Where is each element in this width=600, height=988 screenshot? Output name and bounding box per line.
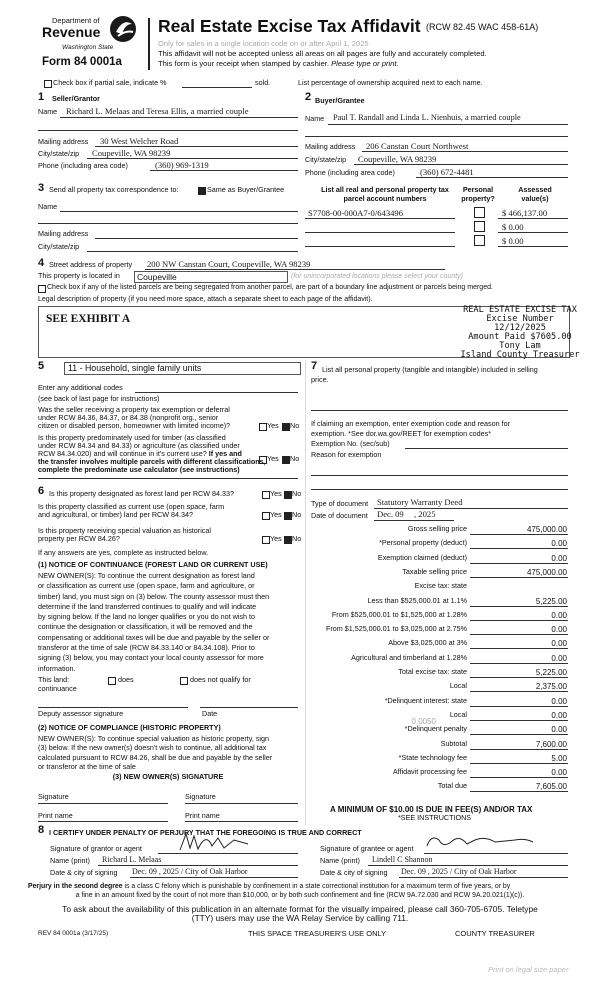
notice-compliance-body	[38, 734, 272, 772]
historic-q-line1: Is this property receiving special valuation as historical	[38, 526, 211, 535]
local-rate-value[interactable]: 0.0050	[411, 717, 436, 726]
parcel-col-header: List all real and personal property tax	[321, 185, 449, 194]
same-as-buyer-label: Same as Buyer/Grantee	[207, 185, 285, 194]
n1-line-6: compensating or additional taxes will be due and payable by the seller or	[38, 632, 270, 642]
parcel-number-1[interactable]: S7708-00-000A7-0/643496	[308, 208, 404, 218]
buyer-mail-label: Mailing address	[305, 142, 356, 151]
section-3-number: 3	[38, 182, 45, 194]
calc-value-17[interactable]: 0.00	[551, 768, 567, 778]
does-qualify-label: does	[118, 675, 134, 684]
exemption-reason-label: Reason for exemption	[311, 450, 382, 459]
segregated-checkbox[interactable]	[38, 285, 46, 293]
section5-divider	[38, 478, 298, 479]
exemption-no-label: Exemption No. (sec/sub)	[311, 439, 390, 448]
current-use-yes-checkbox[interactable]	[262, 512, 270, 520]
same-as-buyer-checkbox[interactable]	[198, 187, 206, 195]
if-any-yes-note: If any answers are yes, complete as instructed below.	[38, 548, 209, 557]
calc-value-0[interactable]: 475,000.00	[526, 525, 567, 534]
exemption-reason-line2[interactable]	[311, 489, 568, 490]
owner-printname-label-1: Print name	[38, 811, 73, 820]
forest-yes-label: Yes	[270, 489, 282, 498]
deputy-signature-line[interactable]	[38, 707, 188, 708]
grantor-name-value[interactable]: Richard L. Melaas	[102, 855, 162, 864]
grantor-signature	[178, 832, 258, 854]
n2-line-0: NEW OWNER(S): To continue special valuation as historic property, sign	[38, 734, 270, 743]
partial-sale-checkbox[interactable]	[44, 80, 52, 88]
n1-line-1: or classification as current use (open space, farm and agriculture, or	[38, 581, 255, 591]
located-in-select[interactable]: Coupeville	[134, 271, 288, 283]
calc-label-13: Local	[449, 709, 467, 719]
legal-paper-note: Print on legal size paper	[488, 965, 569, 974]
perjury-line2: a fine in an amount fixed by the court of not more than $10,000, or by both such confinement and fine (RCW 9A.72.030 and RCW 9A.20.021(1)(c)).	[75, 892, 525, 899]
personal-property-checkbox-3[interactable]	[474, 235, 485, 246]
seller-name-value[interactable]: Richard L. Melaas and Teresa Ellis, a married couple	[66, 106, 249, 116]
form-number: Form 84 0001a	[42, 56, 122, 68]
parcel-col-header2: parcel account numbers	[343, 194, 427, 203]
grantor-date-label: Date & city of signing	[50, 868, 118, 877]
located-in-label: This property is located in	[38, 271, 120, 280]
section-6-number: 6	[38, 485, 45, 497]
section-4-number: 4	[38, 257, 45, 269]
calc-value-7[interactable]: 0.00	[551, 625, 567, 635]
county-treasurer-label: COUNTY TREASURER	[455, 929, 535, 938]
assessed-value-2[interactable]: $ 0.00	[502, 222, 524, 232]
calc-label-11: Local	[449, 681, 467, 691]
doc-type-label: Type of document	[311, 499, 369, 508]
calc-value-3[interactable]: 475,000.00	[526, 567, 567, 577]
n1-line-0: NEW OWNER(S): To continue the current designation as forest land	[38, 571, 255, 580]
forest-land-q: Is this property designated as forest land per RCW 84.33?	[49, 489, 234, 498]
additional-codes-line[interactable]	[135, 392, 298, 393]
grantee-name-line	[368, 865, 568, 866]
partial-sale-label: Check box if partial sale, indicate %	[53, 78, 167, 87]
s3-mail-label: Mailing address	[38, 229, 89, 238]
timber-yes-label: Yes	[267, 454, 279, 463]
calc-value-5[interactable]: 5,225.00	[535, 596, 567, 606]
timber-q-line1: Is this property predominately used for timber (as classified	[38, 433, 226, 442]
buyer-name-label: Name	[305, 114, 325, 123]
personal-property-label2: price.	[311, 375, 329, 384]
seller-mail-value[interactable]: 30 West Welcher Road	[100, 136, 179, 146]
calc-label-3: Taxable selling price	[402, 566, 467, 576]
exemption-claim-line2: exemption. *See dor.wa.gov/REET for exemption codes*	[311, 429, 492, 438]
grantee-date-line	[399, 877, 568, 878]
n2-line-1: (3) below. If the new owner(s) doesn't wish to continue, all additional tax	[38, 743, 267, 753]
perjury-line1	[28, 883, 510, 891]
timber-yes-checkbox[interactable]	[259, 456, 267, 464]
calc-value-14[interactable]: 0.00	[551, 725, 567, 735]
land-use-code-select[interactable]: 11 - Household, single family units	[64, 362, 301, 375]
calc-value-10[interactable]: 5,225.00	[535, 668, 567, 677]
seller-name-line	[60, 117, 298, 118]
subtitle-receipt	[158, 59, 399, 68]
n2-line-3: or transferor at the time of sale	[38, 762, 136, 772]
n1-line-8: signing (3) below, you may contact your local county assessor for more	[38, 653, 264, 663]
subtitle-accepted: This affidavit will not be accepted unless all areas on all pages are fully and accurately completed.	[158, 49, 487, 58]
buyer-city-label: City/state/zip	[305, 155, 347, 164]
new-owner-signature-heading: (3) NEW OWNER(S) SIGNATURE	[112, 772, 224, 781]
header-divider	[148, 18, 150, 70]
does-not-qualify-label: does not qualify for	[190, 675, 251, 684]
grantor-name-line	[98, 865, 298, 866]
s3-city-line[interactable]	[87, 251, 298, 252]
owner-printname-line-2[interactable]	[185, 821, 298, 822]
grantee-name-label: Name (print)	[320, 856, 360, 865]
calc-value-13[interactable]: 0.00	[551, 710, 567, 720]
notice-compliance-heading: (2) NOTICE OF COMPLIANCE (HISTORIC PROPERTY)	[38, 723, 221, 732]
personal-property-checkbox-1[interactable]	[474, 207, 485, 218]
current-use-no-checkbox[interactable]	[284, 512, 292, 520]
parcel-line-3[interactable]	[305, 246, 455, 247]
current-use-no-label: No	[292, 510, 302, 519]
forest-no-label: No	[292, 489, 302, 498]
grantee-date-value[interactable]: Dec. 09 , 2025 / City of Oak Harbor	[401, 867, 517, 876]
historic-yes-label: Yes	[270, 534, 282, 543]
n1-line-5: continue the designation or classification, it will be removed and the	[38, 622, 253, 632]
buyer-name-value[interactable]: Paul T. Randall and Linda L. Nienhuis, a married couple	[333, 113, 521, 122]
calc-label-6: From $525,000.01 to $1,525,000 at 1.28%	[331, 609, 467, 619]
buyer-phone-value[interactable]: (360) 672-4481	[420, 167, 474, 177]
seller-phone-label: Phone (including area code)	[38, 161, 128, 170]
exemption-yes-label: Yes	[267, 421, 279, 430]
assessed-col-header2: value(s)	[521, 194, 549, 203]
owner-signature-line-1[interactable]	[38, 803, 168, 804]
calc-value-11[interactable]: 2,375.00	[535, 682, 567, 692]
segregated-label: Check box if any of the listed parcels are being segregated from another parcel, are part of a boundary line adjustment or parcels being merged.	[47, 284, 493, 291]
s3-name-line2[interactable]	[38, 223, 298, 224]
seller-city-value[interactable]: Coupeville, WA 98239	[92, 148, 171, 158]
calc-value-16[interactable]: 5.00	[551, 753, 567, 763]
calc-label-0: Gross selling price	[407, 524, 467, 533]
section-8-number: 8	[38, 824, 45, 836]
grantee-date-label: Date & city of signing	[320, 868, 388, 877]
calc-label-17: Affidavit processing fee	[392, 767, 467, 777]
current-use-q-line2: and agricultural, or timber) land per RCW 84.34?	[38, 510, 194, 519]
seller-name-label: Name	[38, 107, 58, 116]
subtitle-type-or-print: Please type or print.	[331, 59, 399, 68]
s3-name-line[interactable]	[60, 211, 298, 212]
calc-value-15[interactable]: 7,600.00	[535, 739, 567, 749]
grantor-signature-label: Signature of grantor or agent	[50, 844, 142, 853]
partial-sold-label: sold.	[255, 78, 271, 87]
does-qualify-checkbox[interactable]	[108, 677, 116, 685]
n1-line-7: transferor at the time of sale (RCW 84.33.140 or 84.34.108). Prior to	[38, 643, 255, 653]
n1-line-4: by signing below. If the land no longer qualifies or you do not wish to	[38, 612, 255, 622]
calc-label-15: Subtotal	[440, 738, 467, 748]
calc-label-9: Agricultural and timberland at 1.28%	[351, 652, 467, 662]
calc-label-10: Total excise tax: state	[398, 667, 467, 676]
seller-phone-value[interactable]: (360) 969-1319	[155, 160, 209, 170]
timber-q-ifyes: If yes and	[208, 449, 242, 458]
dor-logo-icon	[108, 14, 138, 44]
stamp-date: 12/12/2025	[494, 323, 546, 333]
located-in-hint: (for unincorporated locations please select your county)	[291, 273, 463, 280]
rev-number: REV 84 0001a (3/17/25)	[38, 930, 109, 937]
rcw-reference: (RCW 82.45 WAC 458-61A)	[426, 22, 539, 32]
historic-no-label: No	[292, 534, 302, 543]
partial-percent-line[interactable]	[182, 87, 252, 88]
dept-line3: Washington State	[62, 44, 114, 51]
grantee-signature	[425, 832, 535, 854]
buyer-mail-value[interactable]: 206 Canstan Court Northwest	[366, 141, 469, 151]
calc-label-14: *Delinquent penalty	[404, 724, 467, 734]
owner-printname-line-1[interactable]	[38, 821, 168, 822]
n2-line-2: calculated pursuant to RCW 84.26, shall be due and payable by the seller	[38, 752, 273, 762]
buyer-name-line	[328, 124, 568, 125]
legal-description-value: SEE EXHIBIT A	[46, 313, 131, 325]
certify-statement: I CERTIFY UNDER PENALTY OF PERJURY THAT THE FOREGOING IS TRUE AND CORRECT	[49, 828, 362, 837]
calc-label-4: Excise tax: state	[414, 581, 467, 591]
notice-continuance-heading: (1) NOTICE OF CONTINUANCE (FOREST LAND OR CURRENT USE)	[38, 560, 268, 569]
doc-type-value[interactable]: Statutory Warranty Deed	[377, 497, 463, 507]
section-2-number: 2	[305, 91, 312, 103]
stamp-name: Tony Lam	[499, 341, 541, 351]
n1-line-3: determine if the land transferred continues to qualify and will indicate	[38, 601, 257, 611]
calc-label-18: Total due	[437, 781, 467, 791]
seller-heading: Seller/Grantor	[52, 94, 100, 103]
timber-q-line2: under RCW 84.34 and 84.33) or agriculture (as classified under	[38, 441, 240, 450]
owner-printname-label-2: Print name	[185, 811, 220, 820]
calc-label-7: From $1,525,000.01 to $3,025,000 at 2.75%	[325, 624, 467, 634]
current-use-q-line1: Is this property classified as current use (open space, farm	[38, 502, 225, 511]
minimum-due-note: A MINIMUM OF $10.00 IS DUE IN FEE(S) AND/OR TAX	[330, 805, 533, 814]
calc-value-6[interactable]: 0.00	[551, 610, 567, 620]
forest-no-checkbox[interactable]	[284, 491, 292, 499]
exemption-claim-line1: If claiming an exemption, enter exemption code and reason for	[311, 419, 510, 428]
continuance-label: continuance	[38, 684, 77, 693]
seller-mail-label: Mailing address	[38, 137, 89, 146]
doc-date-year[interactable]: , 2025	[414, 509, 436, 519]
grantor-date-value[interactable]: Dec. 09 , 2025 / City of Oak Harbor	[132, 867, 248, 876]
calc-label-16: *State technology fee	[398, 752, 467, 762]
personal-property-line[interactable]	[311, 410, 568, 411]
exemption-reason-line[interactable]	[311, 475, 568, 476]
does-not-qualify-checkbox[interactable]	[180, 677, 188, 685]
grantor-date-line	[130, 877, 298, 878]
see-back-note: (see back of last page for instructions)	[38, 394, 160, 403]
calc-label-12: *Delinquent interest: state	[384, 695, 467, 705]
s3-mail-line[interactable]	[95, 238, 298, 239]
deputy-date-label: Date	[202, 709, 218, 718]
treasurer-use-only: THIS SPACE TREASURER'S USE ONLY	[248, 929, 387, 938]
section-7-number: 7	[311, 360, 318, 372]
owner-signature-line-2[interactable]	[185, 803, 298, 804]
personal-col-header2: property?	[461, 194, 495, 203]
section-5-number: 5	[38, 360, 45, 372]
historic-no-checkbox[interactable]	[284, 536, 292, 544]
timber-q-line4: the transfer involves multiple parcels with different classifications,	[38, 457, 266, 466]
timber-q-line5: complete the predominate use calculator (see instructions)	[38, 465, 240, 474]
calc-value-2[interactable]: 0.00	[551, 553, 567, 563]
alternate-format-line2: (TTY) users may use the WA Relay Service by calling 711.	[191, 913, 409, 923]
exemption-no-checkbox[interactable]	[282, 423, 290, 431]
personal-property-label: List all personal property (tangible and intangible) included in selling	[322, 365, 538, 374]
grantee-signature-label: Signature of grantee or agent	[320, 844, 414, 853]
stamp-line1: REAL ESTATE EXCISE TAX	[463, 305, 577, 315]
personal-property-checkbox-2[interactable]	[474, 221, 485, 232]
correspondence-label: Send all property tax correspondence to:	[49, 185, 179, 194]
personal-col-header: Personal	[462, 185, 494, 194]
forest-yes-checkbox[interactable]	[262, 491, 270, 499]
legal-description-label: Legal description of property (if you need more space, attach a separate sheet to each page of the affidavit).	[38, 296, 373, 303]
calc-value-8[interactable]: 0.00	[551, 639, 567, 649]
buyer-city-value[interactable]: Coupeville, WA 98239	[358, 154, 437, 164]
current-use-yes-label: Yes	[270, 510, 282, 519]
s3-city-label: City/state/zip	[38, 242, 80, 251]
calc-label-5: Less than $525,000.01 at 1.1%	[367, 595, 467, 605]
calc-label-2: Exemption claimed (deduct)	[377, 552, 467, 562]
parcel-line-2[interactable]	[305, 232, 455, 233]
calc-value-1[interactable]: 0.00	[551, 539, 567, 549]
exemption-q-line2: under RCW 84.36, 84.37, or 84.38 (nonprofit org., senior	[38, 413, 219, 422]
historic-q-line2: property per RCW 84.26?	[38, 534, 120, 543]
s3-name-label: Name	[38, 202, 58, 211]
assessed-value-3[interactable]: $ 0.00	[502, 236, 524, 246]
calc-value-12[interactable]: 0.00	[551, 696, 567, 706]
seller-city-label: City/state/zip	[38, 149, 80, 158]
historic-yes-checkbox[interactable]	[262, 536, 270, 544]
doc-date-label: Date of document	[311, 511, 368, 520]
ownership-note: List percentage of ownership acquired next to each name.	[298, 78, 483, 87]
exemption-yes-checkbox[interactable]	[259, 423, 267, 431]
stamp-line2: Excise Number	[486, 314, 554, 324]
exemption-q-line3: citizen or disabled person, homeowner with limited income)?	[38, 421, 231, 430]
see-instructions-note: *SEE INSTRUCTIONS	[398, 813, 472, 822]
perjury-text1: is a class C felony which is punishable by confinement in a state correctional institution for a maximum term of five years, or by	[124, 883, 511, 890]
street-address-label: Street address of property	[49, 260, 133, 269]
grantor-name-label: Name (print)	[50, 856, 90, 865]
deputy-date-line[interactable]	[200, 707, 298, 708]
n1-line-9: information.	[38, 663, 76, 673]
seller-name-line2	[38, 130, 298, 131]
street-address-value[interactable]: 200 NW Canstan Court, Coupeville, WA 98239	[147, 259, 311, 269]
timber-no-label: No	[290, 454, 300, 463]
alternate-format-line1: To ask about the availability of this publication in an alternate format for the visually impaired, please call 360-705-6705. Teletype	[62, 904, 538, 914]
exemption-q-line1: Was the seller receiving a property tax exemption or deferral	[38, 405, 230, 414]
owner-signature-label-1: Signature	[38, 792, 69, 801]
doc-date-month[interactable]: Dec. 09	[377, 509, 404, 519]
assessed-col-header: Assessed	[518, 185, 552, 194]
grantee-name-value[interactable]: Lindell C Shannon	[372, 855, 433, 864]
timber-q-line3-text: RCW 84.34.020) and will continue in it's current use?	[38, 449, 207, 458]
dept-line1: Department of	[52, 16, 100, 25]
buyer-phone-label: Phone (including area code)	[305, 168, 395, 177]
dept-line2: Revenue	[42, 24, 101, 40]
exemption-no-label: No	[290, 421, 300, 430]
stamp-amount: Amount Paid $7605.00	[468, 332, 572, 342]
doc-date-line	[374, 520, 454, 521]
exemption-no-line[interactable]	[405, 448, 568, 449]
calc-label-1: *Personal property (deduct)	[379, 538, 467, 548]
owner-signature-label-2: Signature	[185, 792, 216, 801]
subtitle-receipt-text: This form is your receipt when stamped by cashier.	[158, 59, 329, 68]
calc-value-18[interactable]: 7,605.00	[535, 782, 567, 792]
buyer-heading: Buyer/Grantee	[315, 96, 365, 105]
subtitle-single-location: Only for sales in a single location code on or after April 1, 2025	[158, 39, 369, 48]
deputy-signature-label: Deputy assessor signature	[38, 709, 124, 718]
stamp-treasurer: Island County Treasurer	[460, 350, 580, 360]
buyer-name-line2	[305, 136, 568, 137]
calc-label-8: Above $3,025,000 at 3%	[388, 638, 467, 648]
form-title: Real Estate Excise Tax Affidavit	[158, 16, 421, 36]
notice-continuance-body	[38, 571, 269, 674]
timber-no-checkbox[interactable]	[282, 456, 290, 464]
section-1-number: 1	[38, 91, 45, 103]
calc-value-9[interactable]: 0.00	[551, 653, 567, 663]
additional-codes-label: Enter any additional codes	[38, 383, 123, 392]
perjury-bold: Perjury in the second degree	[28, 883, 123, 890]
assessed-value-1[interactable]: $ 466,137.00	[502, 208, 548, 218]
n1-line-2: timber) land, you must sign on (3) below. The county assessor must then	[38, 591, 270, 601]
this-land-label: This land:	[38, 675, 70, 684]
